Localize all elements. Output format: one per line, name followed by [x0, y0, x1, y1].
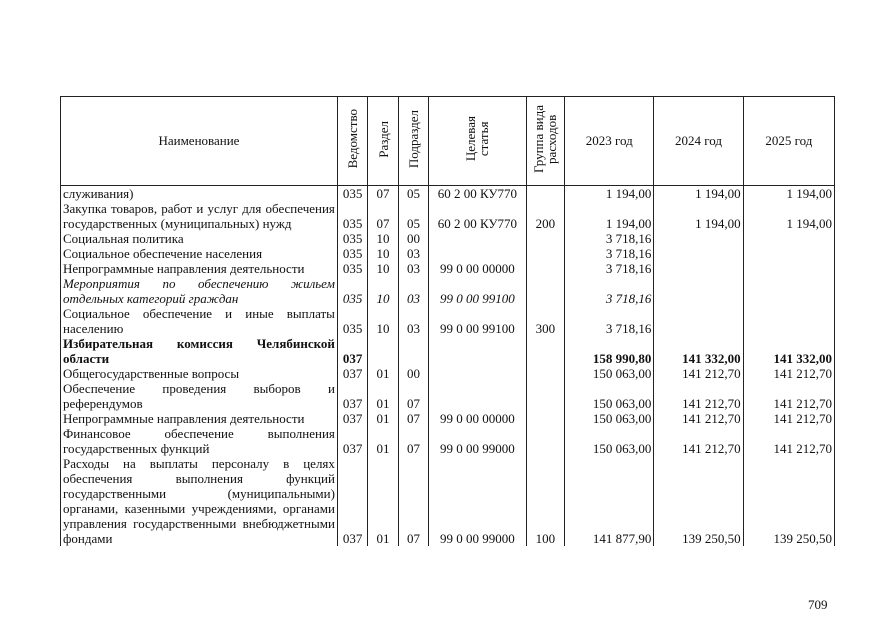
row-vedomstvo: 037	[337, 411, 367, 426]
row-razdel: 10	[368, 246, 398, 261]
row-gruppa: 300	[526, 306, 565, 336]
row-celevaya-statya: 99 0 00 99100	[429, 276, 526, 306]
row-value-2024: 139 250,50	[654, 456, 743, 546]
row-gruppa: 200	[526, 201, 565, 231]
header-celevaya-statya: Целевая статья	[429, 97, 526, 186]
row-podrazdel	[398, 336, 428, 366]
header-razdel: Раздел	[368, 97, 398, 186]
row-vedomstvo: 037	[337, 336, 367, 366]
row-value-2023: 3 718,16	[565, 246, 654, 261]
row-razdel: 07	[368, 201, 398, 231]
row-value-2024: 141 212,70	[654, 381, 743, 411]
row-celevaya-statya: 99 0 00 99000	[429, 456, 526, 546]
row-gruppa	[526, 246, 565, 261]
row-value-2024	[654, 306, 743, 336]
row-vedomstvo: 035	[337, 261, 367, 276]
row-name: Общегосударственные вопросы	[61, 366, 338, 381]
row-value-2023: 150 063,00	[565, 366, 654, 381]
row-vedomstvo: 037	[337, 381, 367, 411]
row-razdel: 01	[368, 426, 398, 456]
row-razdel: 01	[368, 411, 398, 426]
row-value-2024	[654, 246, 743, 261]
table-row	[61, 456, 835, 546]
row-razdel: 10	[368, 306, 398, 336]
row-vedomstvo: 035	[337, 306, 367, 336]
row-value-2023: 3 718,16	[565, 261, 654, 276]
row-name: Социальное обеспечение и иные выплаты населению	[61, 306, 338, 336]
row-value-2025: 141 212,70	[743, 366, 834, 381]
table-row	[61, 276, 835, 306]
row-celevaya-statya	[429, 231, 526, 246]
row-podrazdel: 07	[398, 456, 428, 546]
row-vedomstvo: 035	[337, 186, 367, 202]
row-name: Финансовое обеспечение выполнения государственных функций	[61, 426, 338, 456]
budget-table-sheet	[60, 96, 835, 546]
row-name: Обеспечение проведения выборов и референдумов	[61, 381, 338, 411]
row-podrazdel: 05	[398, 186, 428, 202]
header-2025: 2025 год	[743, 97, 834, 186]
row-razdel	[368, 336, 398, 366]
row-gruppa: 100	[526, 456, 565, 546]
row-value-2023: 158 990,80	[565, 336, 654, 366]
row-value-2024: 141 212,70	[654, 426, 743, 456]
row-value-2025	[743, 246, 834, 261]
table-row	[61, 381, 835, 411]
row-value-2025: 139 250,50	[743, 456, 834, 546]
row-value-2023: 3 718,16	[565, 306, 654, 336]
row-gruppa	[526, 426, 565, 456]
row-value-2025: 141 332,00	[743, 336, 834, 366]
row-vedomstvo: 037	[337, 366, 367, 381]
row-name: Избирательная комиссия Челябинской области	[61, 336, 338, 366]
row-gruppa	[526, 366, 565, 381]
table-row	[61, 366, 835, 381]
page-number: 709	[808, 597, 828, 612]
row-gruppa	[526, 411, 565, 426]
row-gruppa	[526, 231, 565, 246]
row-vedomstvo: 035	[337, 231, 367, 246]
row-name: Расходы на выплаты персоналу в целях обеспечения выполнения функций государственными (муниципальными) органами, казенными учреждениями, органами управления государственными внебюджетными фондами	[61, 456, 338, 546]
row-podrazdel: 03	[398, 261, 428, 276]
header-name: Наименование	[61, 97, 338, 186]
row-value-2025: 1 194,00	[743, 186, 834, 202]
table-row	[61, 411, 835, 426]
row-name: Непрограммные направления деятельности	[61, 261, 338, 276]
row-value-2024: 141 212,70	[654, 366, 743, 381]
row-value-2024: 141 332,00	[654, 336, 743, 366]
row-razdel: 10	[368, 276, 398, 306]
row-value-2023: 3 718,16	[565, 276, 654, 306]
row-value-2025: 141 212,70	[743, 381, 834, 411]
row-value-2024	[654, 276, 743, 306]
header-podrazdel: Подраздел	[398, 97, 428, 186]
row-podrazdel: 07	[398, 411, 428, 426]
row-name: Непрограммные направления деятельности	[61, 411, 338, 426]
row-value-2025	[743, 231, 834, 246]
row-razdel: 01	[368, 366, 398, 381]
row-name: Закупка товаров, работ и услуг для обеспечения государственных (муниципальных) нужд	[61, 201, 338, 231]
table-row	[61, 201, 835, 231]
row-celevaya-statya: 99 0 00 99000	[429, 426, 526, 456]
table-row	[61, 231, 835, 246]
row-razdel: 10	[368, 261, 398, 276]
row-podrazdel: 03	[398, 306, 428, 336]
row-celevaya-statya	[429, 246, 526, 261]
row-value-2023: 141 877,90	[565, 456, 654, 546]
table-row	[61, 336, 835, 366]
row-value-2024: 141 212,70	[654, 411, 743, 426]
table-row	[61, 261, 835, 276]
row-name: Социальная политика	[61, 231, 338, 246]
row-razdel: 10	[368, 231, 398, 246]
row-value-2025	[743, 276, 834, 306]
header-vedomstvo: Ведомство	[337, 97, 367, 186]
row-podrazdel: 00	[398, 366, 428, 381]
row-gruppa	[526, 381, 565, 411]
row-value-2023: 150 063,00	[565, 426, 654, 456]
header-gruppa-vida-rashodov: Группа вида расходов	[526, 97, 565, 186]
row-podrazdel: 05	[398, 201, 428, 231]
budget-table	[60, 96, 835, 546]
row-celevaya-statya: 99 0 00 00000	[429, 261, 526, 276]
row-vedomstvo: 035	[337, 201, 367, 231]
row-razdel: 01	[368, 456, 398, 546]
header-row	[61, 97, 835, 186]
row-podrazdel: 03	[398, 246, 428, 261]
row-value-2025	[743, 306, 834, 336]
row-value-2025: 141 212,70	[743, 426, 834, 456]
row-value-2025: 1 194,00	[743, 201, 834, 231]
row-podrazdel: 07	[398, 381, 428, 411]
row-value-2023: 3 718,16	[565, 231, 654, 246]
row-podrazdel: 03	[398, 276, 428, 306]
table-row	[61, 186, 835, 202]
row-celevaya-statya: 99 0 00 99100	[429, 306, 526, 336]
table-row	[61, 426, 835, 456]
row-value-2024: 1 194,00	[654, 201, 743, 231]
row-name: Социальное обеспечение населения	[61, 246, 338, 261]
row-vedomstvo: 037	[337, 456, 367, 546]
header-2024: 2024 год	[654, 97, 743, 186]
row-value-2024	[654, 231, 743, 246]
row-gruppa	[526, 186, 565, 202]
row-celevaya-statya: 60 2 00 КУ770	[429, 186, 526, 202]
row-vedomstvo: 037	[337, 426, 367, 456]
row-razdel: 01	[368, 381, 398, 411]
row-value-2023: 1 194,00	[565, 186, 654, 202]
row-value-2025: 141 212,70	[743, 411, 834, 426]
table-body	[61, 186, 835, 547]
row-gruppa	[526, 276, 565, 306]
table-row	[61, 306, 835, 336]
row-razdel: 07	[368, 186, 398, 202]
row-gruppa	[526, 336, 565, 366]
row-podrazdel: 07	[398, 426, 428, 456]
row-celevaya-statya: 99 0 00 00000	[429, 411, 526, 426]
row-podrazdel: 00	[398, 231, 428, 246]
row-celevaya-statya	[429, 336, 526, 366]
row-vedomstvo: 035	[337, 276, 367, 306]
row-celevaya-statya	[429, 366, 526, 381]
row-vedomstvo: 035	[337, 246, 367, 261]
row-value-2025	[743, 261, 834, 276]
row-value-2024: 1 194,00	[654, 186, 743, 202]
row-value-2023: 150 063,00	[565, 381, 654, 411]
row-name: служивания)	[61, 186, 338, 202]
row-value-2023: 1 194,00	[565, 201, 654, 231]
row-value-2023: 150 063,00	[565, 411, 654, 426]
row-name: Мероприятия по обеспечению жильем отдельных категорий граждан	[61, 276, 338, 306]
row-value-2024	[654, 261, 743, 276]
table-row	[61, 246, 835, 261]
row-gruppa	[526, 261, 565, 276]
row-celevaya-statya	[429, 381, 526, 411]
row-celevaya-statya: 60 2 00 КУ770	[429, 201, 526, 231]
header-2023: 2023 год	[565, 97, 654, 186]
